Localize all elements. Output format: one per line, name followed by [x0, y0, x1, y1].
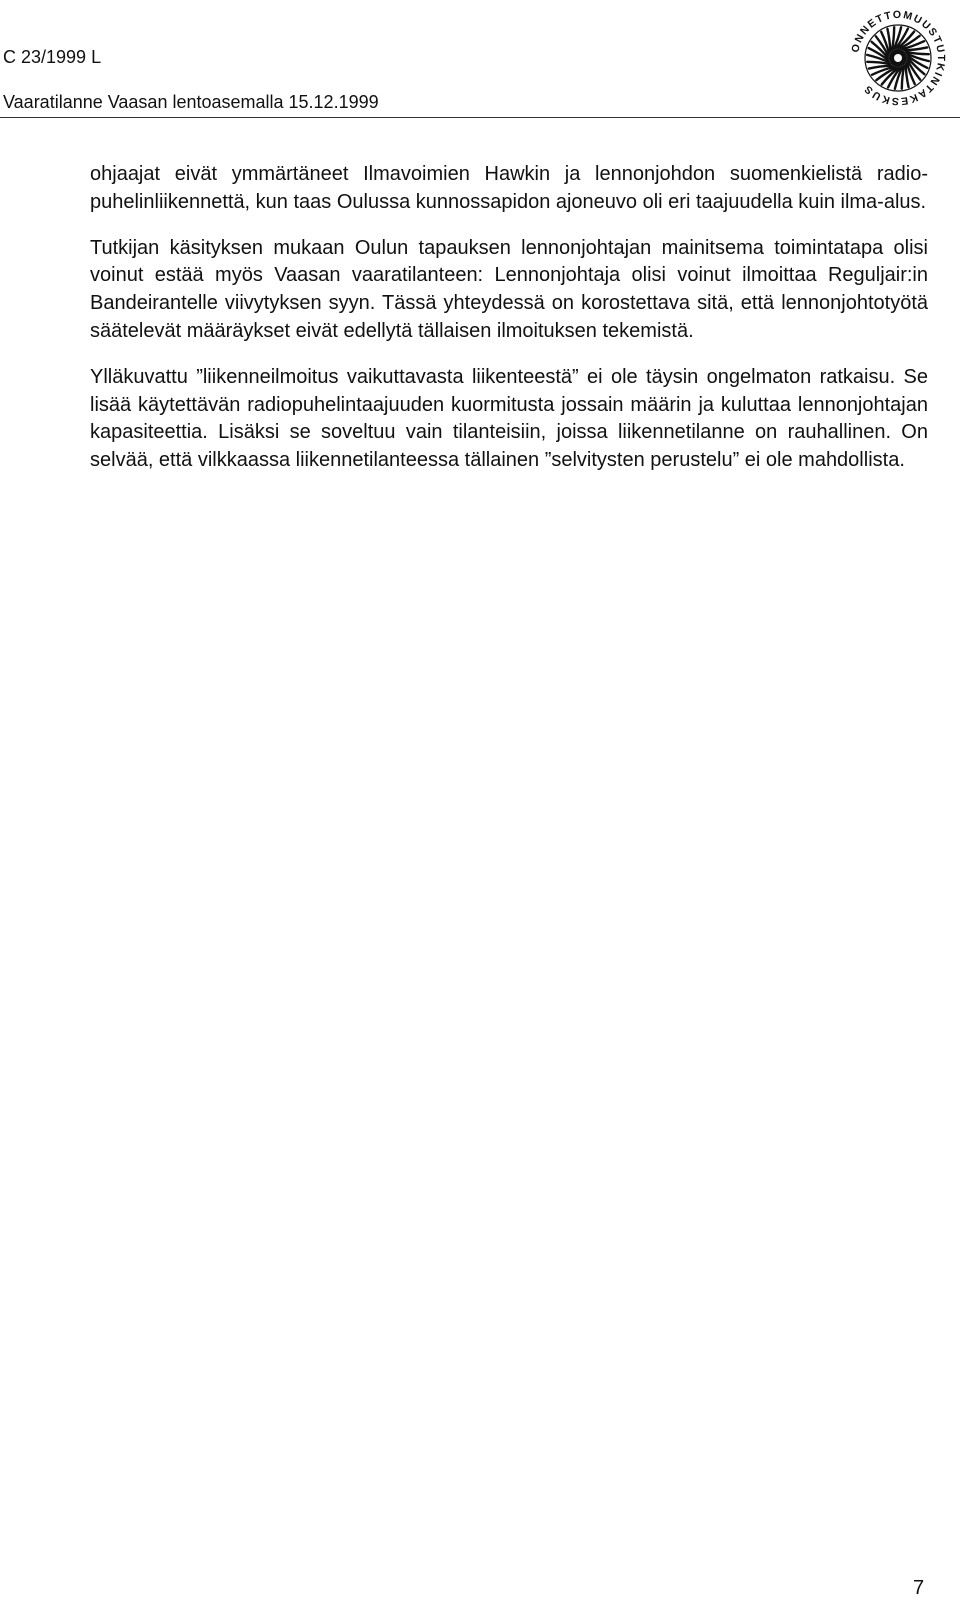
document-title: Vaaratilanne Vaasan lentoasemalla 15.12.1999 [3, 92, 379, 112]
onnettomuustutkintakeskus-seal-icon [838, 0, 958, 116]
document-code: C 23/1999 L [3, 47, 102, 67]
page-number: 7 [913, 1577, 925, 1599]
svg-text:ONNETTOMUUSTUTKINTAKESKUS: ONNETTOMUUSTUTKINTAKESKUS [849, 8, 948, 108]
paragraph: ohjaajat eivät ymmärtäneet Ilmavoimien Hawkin ja lennonjohdon suomenkielistä radiopuhelinliikennettä, kun taas Oulussa kunnossapidon ajoneuvo oli eri taajuudella kuin ilma-alus. [90, 163, 928, 213]
paragraph: Tutkijan käsityksen mukaan Oulun tapauksen lennonjohtajan mainitsema toimintatapa olisi voinut estää myös Vaasan vaaratilanteen: Lennonjohtaja olisi voinut ilmoittaa Reguljair:in Bandeirantelle viivytyksen syyn. Tässä yhteydessä on korostettava sitä, että lennonjohtotyötä säätelevät määräykset eivät edellytä tällaisen ilmoituksen tekemistä. [90, 236, 928, 342]
header-divider [0, 117, 960, 118]
paragraph: Ylläkuvattu ”liikenneilmoitus vaikuttavasta liikenteestä” ei ole täysin ongelmaton ratkaisu. Se lisää käytettävän radiopuhelintaajuuden kuormitusta jossain määrin ja kuluttaa lennonjohtajan kapasiteettia. Lisäksi se soveltuu vain tilanteisiin, joissa liikennetilanne on rauhallinen. On selvää, että vilkkaassa liikennetilanteessa tällainen ”selvitysten perustelu” ei ole mahdollista. [90, 365, 928, 471]
body-text [90, 161, 928, 493]
